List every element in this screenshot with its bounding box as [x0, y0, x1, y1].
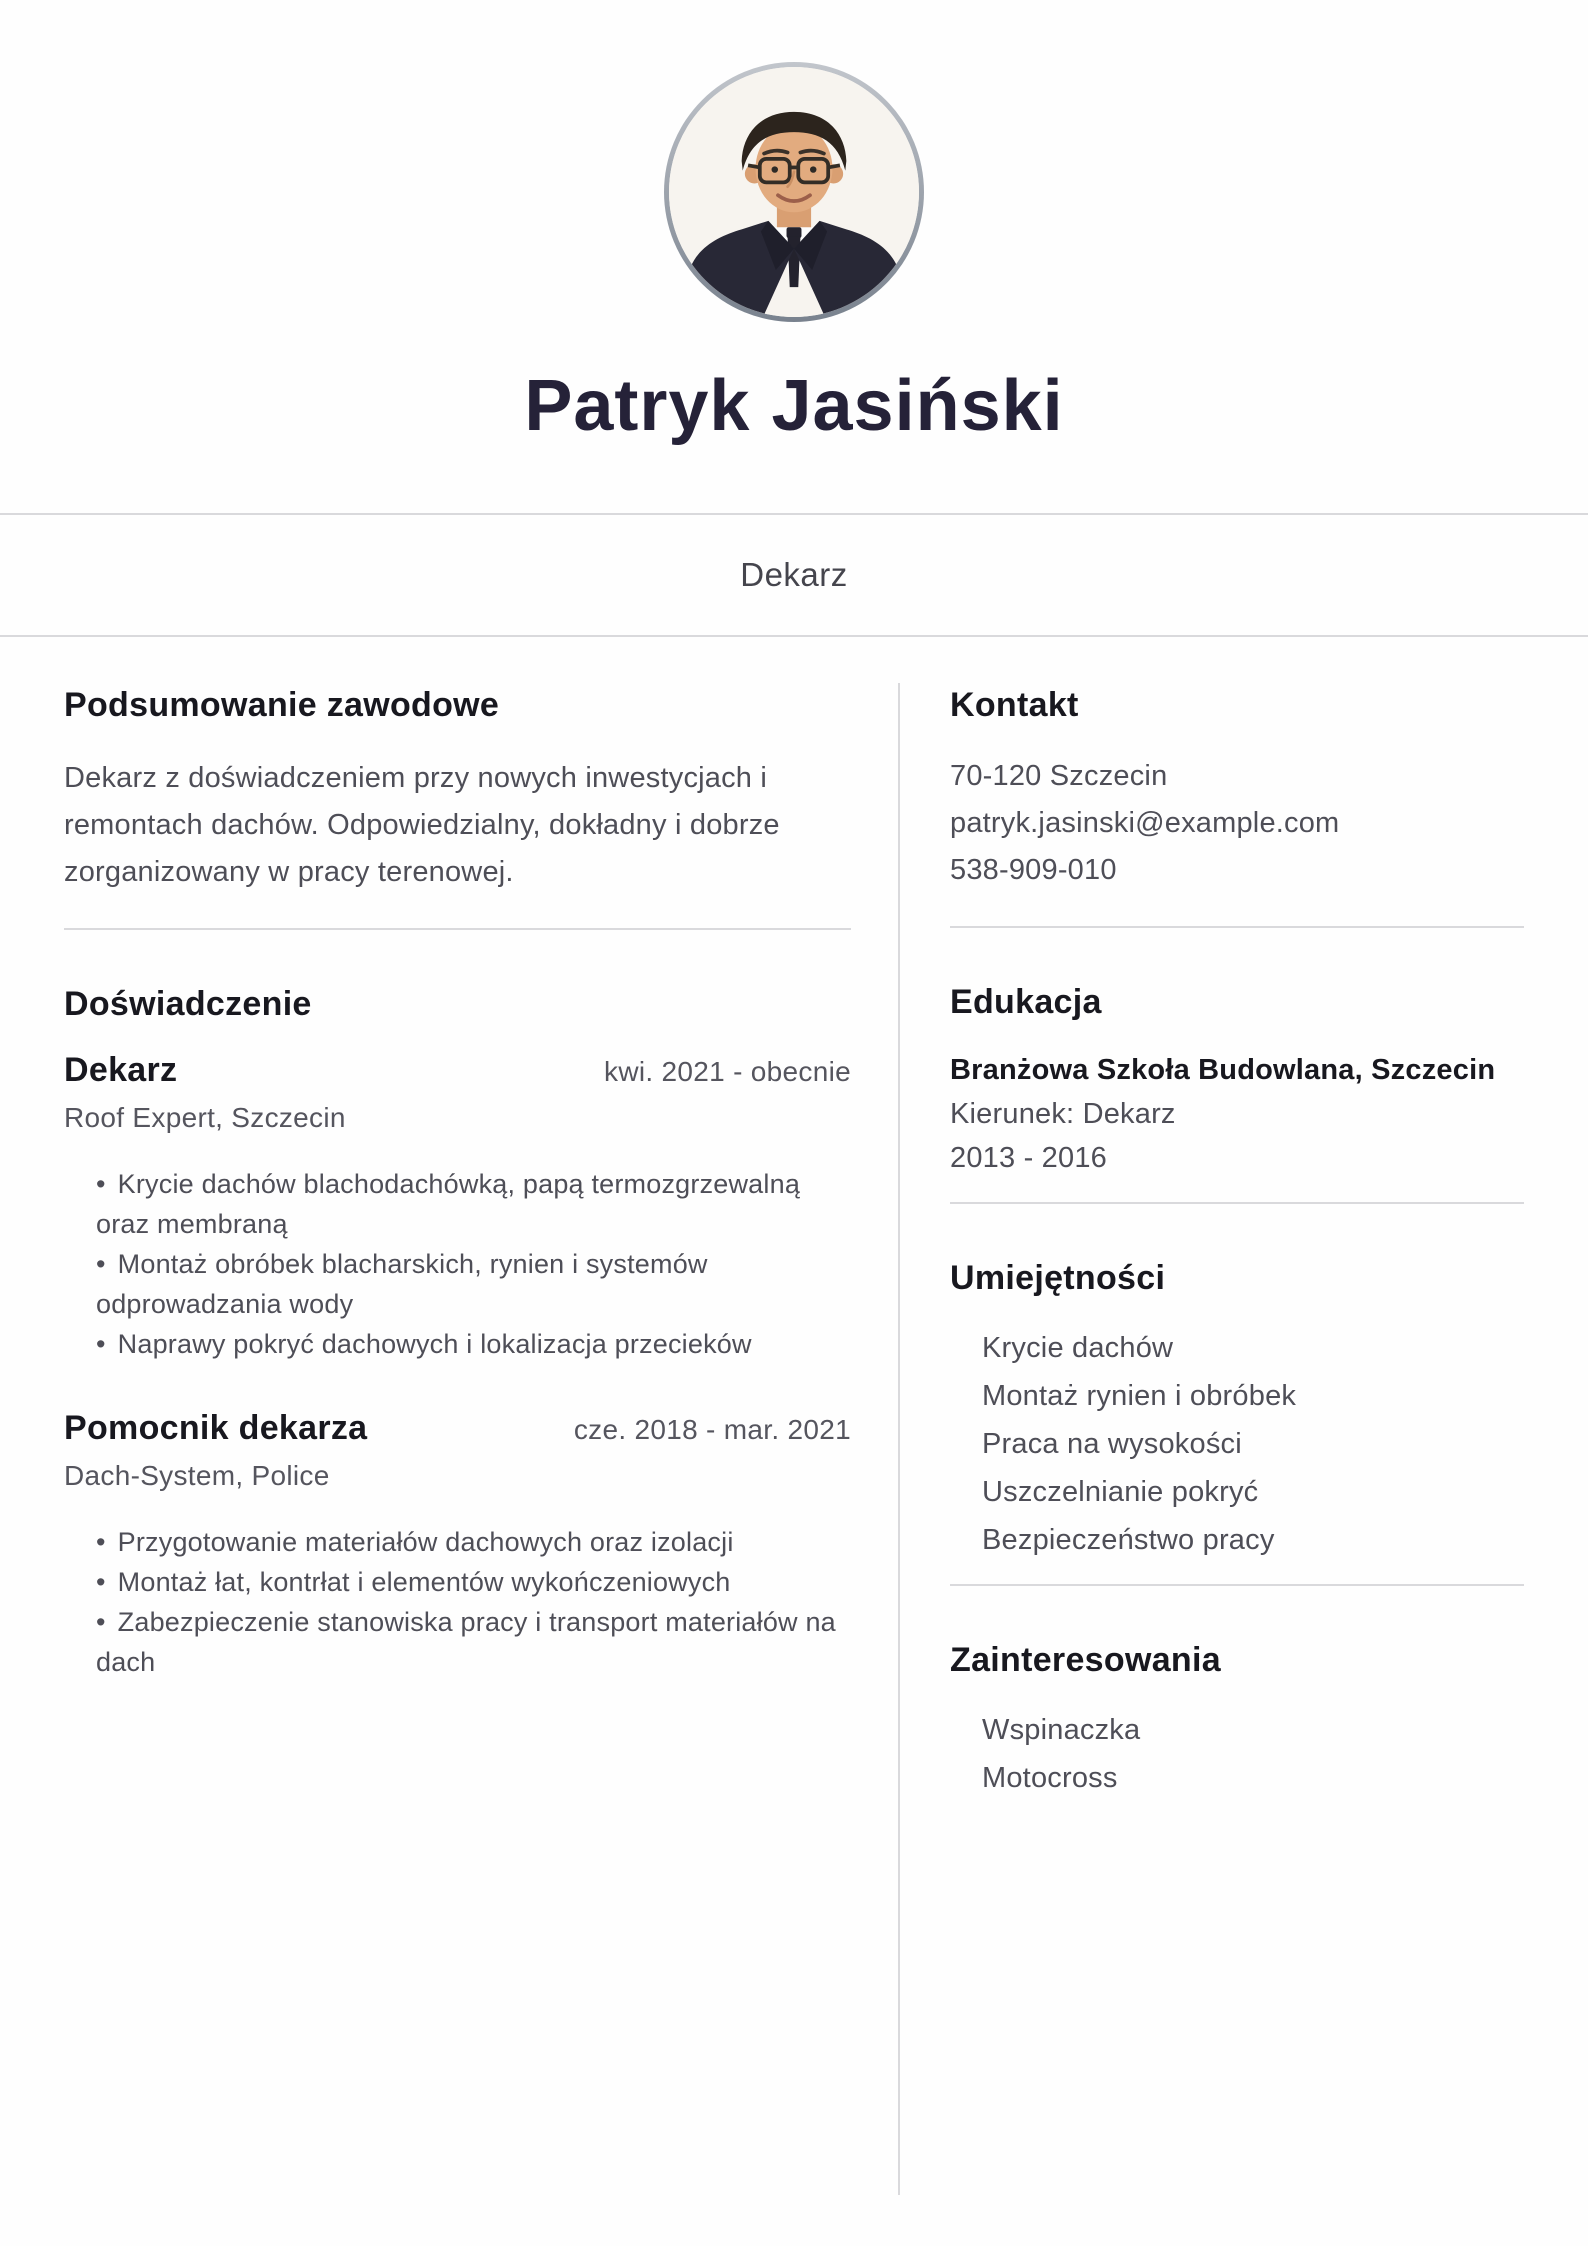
education-major: Kierunek: Dekarz: [950, 1098, 1176, 1131]
interests-heading: Zainteresowania: [950, 1641, 1221, 1680]
job-company: Dach-System, Police: [64, 1460, 330, 1492]
job-bullet-text: Krycie dachów blachodachówką, papą termozgrzewalną oraz membraną: [96, 1169, 801, 1240]
education-school: Branżowa Szkoła Budowlana, Szczecin: [950, 1054, 1496, 1087]
summary-section: [64, 685, 851, 896]
resume-header: [0, 0, 1588, 446]
column-divider: [898, 683, 900, 2195]
skills-section: [950, 1258, 1524, 1564]
bullet-dot: •: [96, 1169, 106, 1200]
summary-heading: Podsumowanie zawodowe: [64, 686, 500, 725]
job-header-row: [64, 1408, 851, 1448]
job-bullet: [96, 1164, 851, 1244]
bullet-dot: •: [96, 1527, 106, 1558]
interest-item: Wspinaczka: [982, 1714, 1141, 1747]
contact-item: patryk.jasinski@example.com: [950, 807, 1340, 840]
job-entry: [64, 1050, 851, 1364]
education-heading: Edukacja: [950, 983, 1102, 1022]
job-header-row: [64, 1050, 851, 1090]
summary-text: Dekarz z doświadczeniem przy nowych inwestycjach i remontach dachów. Odpowiedzialny, dokładny i dobrze zorganizowany w pracy terenowej.: [64, 762, 780, 889]
contact-item: 538-909-010: [950, 854, 1117, 887]
education-years: 2013 - 2016: [950, 1142, 1107, 1175]
job-entry: [64, 1408, 851, 1682]
job-title: Dekarz: [64, 1051, 178, 1090]
contact-section: [950, 685, 1524, 894]
section-divider: [950, 926, 1524, 928]
job-bullets: [64, 1164, 851, 1364]
skill-item: Montaż rynien i obróbek: [982, 1380, 1297, 1413]
contact-list: [950, 753, 1524, 894]
job-bullet-text: Zabezpieczenie stanowiska pracy i transport materiałów na dach: [96, 1607, 836, 1678]
job-bullet: [96, 1324, 851, 1364]
job-bullet-text: Montaż łat, kontrłat i elementów wykończeniowych: [117, 1567, 731, 1598]
profile-photo: [664, 62, 924, 322]
experience-heading: Doświadczenie: [64, 985, 312, 1024]
job-list: [64, 1050, 851, 1682]
content-columns: [0, 637, 1588, 1802]
job-bullet-text: Montaż obróbek blacharskich, rynien i systemów odprowadzania wody: [96, 1249, 708, 1320]
job-bullet: [96, 1244, 851, 1324]
job-company: Roof Expert, Szczecin: [64, 1102, 346, 1134]
bullet-dot: •: [96, 1607, 106, 1638]
skill-item: Bezpieczeństwo pracy: [982, 1524, 1275, 1557]
job-title-band: [0, 513, 1588, 637]
contact-item: 70-120 Szczecin: [950, 760, 1168, 793]
bullet-dot: •: [96, 1249, 106, 1280]
job-title: Pomocnik dekarza: [64, 1409, 368, 1448]
job-bullet-text: Naprawy pokryć dachowych i lokalizacja przecieków: [117, 1329, 752, 1360]
bullet-dot: •: [96, 1329, 106, 1360]
job-bullet: [96, 1602, 851, 1682]
bullet-dot: •: [96, 1567, 106, 1598]
education-entry: [950, 1048, 1524, 1180]
experience-section: [64, 984, 851, 1682]
interests-list: [950, 1706, 1524, 1802]
contact-heading: Kontakt: [950, 686, 1079, 725]
right-column: [950, 685, 1524, 1802]
interest-item: Motocross: [982, 1762, 1118, 1795]
skill-item: Krycie dachów: [982, 1332, 1174, 1365]
job-bullet: [96, 1562, 851, 1602]
job-dates: kwi. 2021 - obecnie: [604, 1056, 851, 1088]
job-title-band-label: Dekarz: [740, 556, 848, 594]
skill-item: Praca na wysokości: [982, 1428, 1242, 1461]
interests-section: [950, 1640, 1524, 1802]
job-bullet: [96, 1522, 851, 1562]
job-bullet-text: Przygotowanie materiałów dachowych oraz izolacji: [117, 1527, 734, 1558]
job-dates: cze. 2018 - mar. 2021: [573, 1414, 851, 1446]
person-name: Patryk Jasiński: [524, 366, 1064, 446]
profile-photo-frame: [669, 67, 919, 317]
section-divider: [950, 1584, 1524, 1586]
education-section: [950, 982, 1524, 1180]
skills-list: [950, 1324, 1524, 1564]
left-column: [64, 685, 851, 1802]
skills-heading: Umiejętności: [950, 1259, 1166, 1298]
job-bullets: [64, 1522, 851, 1682]
person-avatar-illustration: [669, 67, 919, 317]
skill-item: Uszczelnianie pokryć: [982, 1476, 1259, 1509]
section-divider: [950, 1202, 1524, 1204]
section-divider: [64, 928, 851, 930]
